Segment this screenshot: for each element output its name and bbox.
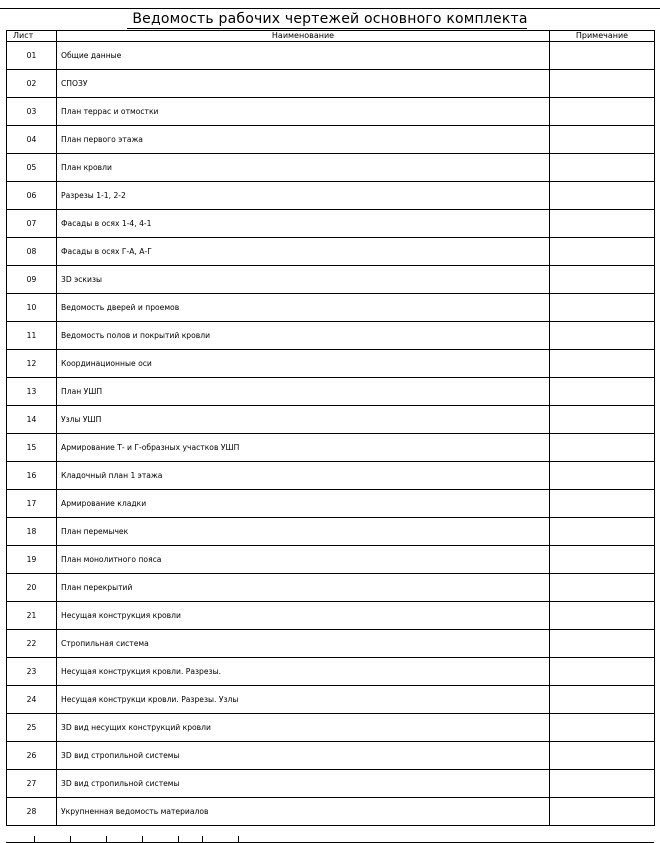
sheet-number-cell: 05 [7, 154, 57, 182]
sheet-note-cell [550, 686, 655, 714]
table-row [7, 602, 655, 630]
sheet-name-cell: План монолитного пояса [57, 546, 550, 574]
frame-bottom-ticks [6, 836, 654, 843]
sheet-number-cell: 06 [7, 182, 57, 210]
sheet-note-cell [550, 182, 655, 210]
table-row [7, 490, 655, 518]
frame-tick [34, 836, 35, 843]
sheet-name-cell: Кладочный план 1 этажа [57, 462, 550, 490]
sheet-number-cell: 03 [7, 98, 57, 126]
sheet-number-cell: 24 [7, 686, 57, 714]
table-row [7, 686, 655, 714]
sheet-name-cell: Укрупненная ведомость материалов [57, 798, 550, 826]
sheet-number-cell: 27 [7, 770, 57, 798]
table-row [7, 518, 655, 546]
sheet-note-cell [550, 406, 655, 434]
table-row [7, 98, 655, 126]
frame-tick [202, 836, 203, 843]
sheet-number-cell: 02 [7, 70, 57, 98]
sheet-note-cell [550, 770, 655, 798]
sheet-number-cell: 26 [7, 742, 57, 770]
sheet-note-cell [550, 630, 655, 658]
sheet-note-cell [550, 574, 655, 602]
sheet-number-cell: 09 [7, 266, 57, 294]
sheet-name-cell: План перемычек [57, 518, 550, 546]
table-row [7, 126, 655, 154]
sheet-number-cell: 13 [7, 378, 57, 406]
table-row [7, 322, 655, 350]
sheet-number-cell: 07 [7, 210, 57, 238]
sheet-note-cell [550, 322, 655, 350]
sheet-name-cell: 3D вид стропильной системы [57, 770, 550, 798]
sheet-name-cell: 3D вид стропильной системы [57, 742, 550, 770]
sheet-note-cell [550, 490, 655, 518]
sheet-number-cell: 21 [7, 602, 57, 630]
sheet-name-cell: План перекрытий [57, 574, 550, 602]
drawing-register-table [6, 30, 655, 826]
sheet-note-cell [550, 798, 655, 826]
sheet-name-cell: 3D эскизы [57, 266, 550, 294]
sheet-number-cell: 19 [7, 546, 57, 574]
sheet-name-cell: Несущая конструкци кровли. Разрезы. Узлы [57, 686, 550, 714]
frame-tick [142, 836, 143, 843]
table-row [7, 770, 655, 798]
sheet-note-cell [550, 714, 655, 742]
sheet-number-cell: 25 [7, 714, 57, 742]
sheet-note-cell [550, 434, 655, 462]
sheet-name-cell: Разрезы 1-1, 2-2 [57, 182, 550, 210]
column-header-name: Наименование [57, 31, 550, 42]
sheet-number-cell: 12 [7, 350, 57, 378]
sheet-number-cell: 17 [7, 490, 57, 518]
sheet-number-cell: 08 [7, 238, 57, 266]
sheet-name-cell: СПОЗУ [57, 70, 550, 98]
sheet-name-cell: Стропильная система [57, 630, 550, 658]
table-row [7, 546, 655, 574]
sheet-name-cell: Координационные оси [57, 350, 550, 378]
table-row [7, 378, 655, 406]
table-row [7, 154, 655, 182]
sheet-note-cell [550, 658, 655, 686]
table-row [7, 742, 655, 770]
sheet-note-cell [550, 154, 655, 182]
sheet-note-cell [550, 602, 655, 630]
sheet-name-cell: Армирование Т- и Г-образных участков УШП [57, 434, 550, 462]
table-row [7, 210, 655, 238]
sheet-number-cell: 20 [7, 574, 57, 602]
sheet-name-cell: 3D вид несущих конструкций кровли [57, 714, 550, 742]
sheet-note-cell [550, 546, 655, 574]
sheet-note-cell [550, 518, 655, 546]
table-row [7, 266, 655, 294]
sheet-note-cell [550, 126, 655, 154]
table-row [7, 658, 655, 686]
table-row [7, 294, 655, 322]
sheet-name-cell: Общие данные [57, 42, 550, 70]
table-row [7, 574, 655, 602]
sheet-note-cell [550, 266, 655, 294]
sheet-note-cell [550, 238, 655, 266]
table-row [7, 350, 655, 378]
column-header-sheet: Лист [7, 31, 57, 42]
sheet-note-cell [550, 42, 655, 70]
table-header-row [7, 31, 655, 42]
frame-tick [70, 836, 71, 843]
sheet-name-cell: Фасады в осях 1-4, 4-1 [57, 210, 550, 238]
table-row [7, 406, 655, 434]
document-title: Ведомость рабочих чертежей основного комплекта [132, 11, 528, 27]
sheet-number-cell: 14 [7, 406, 57, 434]
table-row [7, 462, 655, 490]
sheet-name-cell: Ведомость полов и покрытий кровли [57, 322, 550, 350]
sheet-note-cell [550, 294, 655, 322]
sheet-note-cell [550, 70, 655, 98]
table-row [7, 434, 655, 462]
drawing-register-sheet [6, 9, 654, 826]
title-underline [127, 28, 527, 29]
sheet-number-cell: 28 [7, 798, 57, 826]
table-row [7, 714, 655, 742]
sheet-name-cell: Несущая конструкция кровли. Разрезы. [57, 658, 550, 686]
sheet-name-cell: Узлы УШП [57, 406, 550, 434]
sheet-name-cell: Несущая конструкция кровли [57, 602, 550, 630]
sheet-name-cell: План первого этажа [57, 126, 550, 154]
sheet-number-cell: 04 [7, 126, 57, 154]
table-row [7, 630, 655, 658]
frame-tick [106, 836, 107, 843]
sheet-number-cell: 16 [7, 462, 57, 490]
frame-tick [238, 836, 239, 843]
sheet-number-cell: 01 [7, 42, 57, 70]
sheet-note-cell [550, 210, 655, 238]
table-body [7, 42, 655, 826]
sheet-note-cell [550, 742, 655, 770]
sheet-number-cell: 10 [7, 294, 57, 322]
sheet-note-cell [550, 350, 655, 378]
table-row [7, 238, 655, 266]
sheet-number-cell: 18 [7, 518, 57, 546]
sheet-name-cell: Армирование кладки [57, 490, 550, 518]
sheet-name-cell: План УШП [57, 378, 550, 406]
table-row [7, 70, 655, 98]
sheet-number-cell: 23 [7, 658, 57, 686]
sheet-number-cell: 11 [7, 322, 57, 350]
sheet-note-cell [550, 378, 655, 406]
sheet-name-cell: Ведомость дверей и проемов [57, 294, 550, 322]
sheet-number-cell: 15 [7, 434, 57, 462]
column-header-note: Примечание [550, 31, 655, 42]
sheet-name-cell: План террас и отмостки [57, 98, 550, 126]
table-row [7, 798, 655, 826]
sheet-name-cell: План кровли [57, 154, 550, 182]
sheet-name-cell: Фасады в осях Г-А, А-Г [57, 238, 550, 266]
frame-tick [178, 836, 179, 843]
sheet-note-cell [550, 98, 655, 126]
table-row [7, 42, 655, 70]
sheet-note-cell [550, 462, 655, 490]
table-row [7, 182, 655, 210]
sheet-number-cell: 22 [7, 630, 57, 658]
